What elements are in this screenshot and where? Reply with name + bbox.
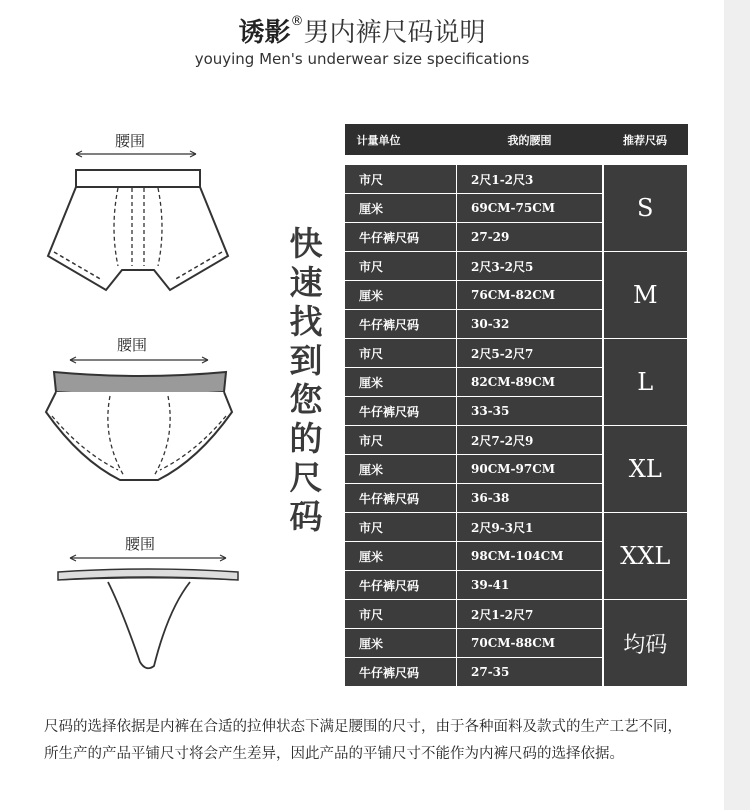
waist-cell: 39-41 [457, 571, 603, 600]
waist-cell: 30-32 [457, 310, 603, 339]
unit-cell: 市尺 [345, 339, 457, 368]
title-text: 男内裤尺码说明 [303, 18, 486, 48]
table-row [345, 600, 688, 629]
table-row [345, 339, 688, 368]
size-chart-table [344, 124, 687, 687]
page-title [0, 12, 724, 49]
headline-char: 您 [289, 380, 323, 419]
waist-cell: 69CM-75CM [457, 194, 603, 223]
headline-char: 速 [289, 263, 323, 302]
headline-char: 的 [289, 419, 323, 458]
header-recommended: 推荐尺码 [603, 124, 688, 160]
unit-cell: 牛仔裤尺码 [345, 223, 457, 252]
header-unit: 计量单位 [345, 124, 457, 160]
waist-cell: 98CM-104CM [457, 542, 603, 571]
brand-name: 诱影 [238, 18, 291, 48]
table-row [345, 426, 688, 455]
unit-cell: 牛仔裤尺码 [345, 310, 457, 339]
unit-cell: 厘米 [345, 542, 457, 571]
waist-cell: 82CM-89CM [457, 368, 603, 397]
registered-mark: ® [290, 14, 304, 29]
waist-cell: 2尺5-2尺7 [457, 339, 603, 368]
headline-char: 尺 [289, 458, 323, 497]
unit-cell: 厘米 [345, 455, 457, 484]
waist-cell: 2尺7-2尺9 [457, 426, 603, 455]
waist-cell: 2尺3-2尺5 [457, 252, 603, 281]
unit-cell: 厘米 [345, 194, 457, 223]
table-row [345, 252, 688, 281]
unit-cell: 市尺 [345, 600, 457, 629]
size-cell-l: L [603, 339, 688, 426]
unit-cell: 厘米 [345, 629, 457, 658]
size-cell-xl: XL [603, 426, 688, 513]
size-cell-m: M [603, 252, 688, 339]
size-cell-one-size: 均码 [603, 600, 688, 687]
unit-cell: 牛仔裤尺码 [345, 571, 457, 600]
unit-cell: 市尺 [345, 426, 457, 455]
waist-cell: 76CM-82CM [457, 281, 603, 310]
waist-cell: 27-35 [457, 658, 603, 687]
unit-cell: 厘米 [345, 368, 457, 397]
unit-cell: 市尺 [345, 160, 457, 194]
briefs-diagram [40, 352, 240, 492]
page-subtitle: youying Men's underwear size specifications [194, 50, 530, 68]
size-cell-xxl: XXL [603, 513, 688, 600]
unit-cell: 市尺 [345, 513, 457, 542]
waist-cell: 36-38 [457, 484, 603, 513]
waist-cell: 27-29 [457, 223, 603, 252]
boxer-waist-label: 腰围 [115, 132, 146, 150]
unit-cell: 牛仔裤尺码 [345, 397, 457, 426]
size-selection-note: 尺码的选择依据是内裤在合适的拉伸状态下满足腰围的尺寸，由于各种面料及款式的生产工艺不同，所生产的产品平铺尺寸将会产生差异，因此产品的平铺尺寸不能作为内裤尺码的选择依据。 [44, 719, 682, 762]
header-waist: 我的腰围 [457, 124, 603, 160]
table-row [345, 160, 688, 194]
table-header-row [345, 124, 688, 160]
headline-char: 找 [289, 302, 323, 341]
waist-cell: 70CM-88CM [457, 629, 603, 658]
unit-cell: 牛仔裤尺码 [345, 484, 457, 513]
waist-cell: 2尺9-3尺1 [457, 513, 603, 542]
waist-cell: 2尺1-2尺3 [457, 160, 603, 194]
headline-char: 到 [289, 341, 323, 380]
headline-char: 快 [289, 224, 323, 263]
boxer-briefs-diagram [40, 148, 240, 298]
thong-waist-label: 腰围 [125, 535, 156, 553]
headline-char: 码 [289, 497, 323, 536]
unit-cell: 牛仔裤尺码 [345, 658, 457, 687]
waist-cell: 90CM-97CM [457, 455, 603, 484]
waist-cell: 2尺1-2尺7 [457, 600, 603, 629]
thong-diagram [50, 550, 250, 680]
size-cell-s: S [603, 160, 688, 252]
waist-cell: 33-35 [457, 397, 603, 426]
right-margin-strip [724, 0, 750, 810]
unit-cell: 厘米 [345, 281, 457, 310]
vertical-headline [286, 224, 326, 536]
table-row [345, 513, 688, 542]
brief-waist-label: 腰围 [117, 336, 148, 354]
unit-cell: 市尺 [345, 252, 457, 281]
